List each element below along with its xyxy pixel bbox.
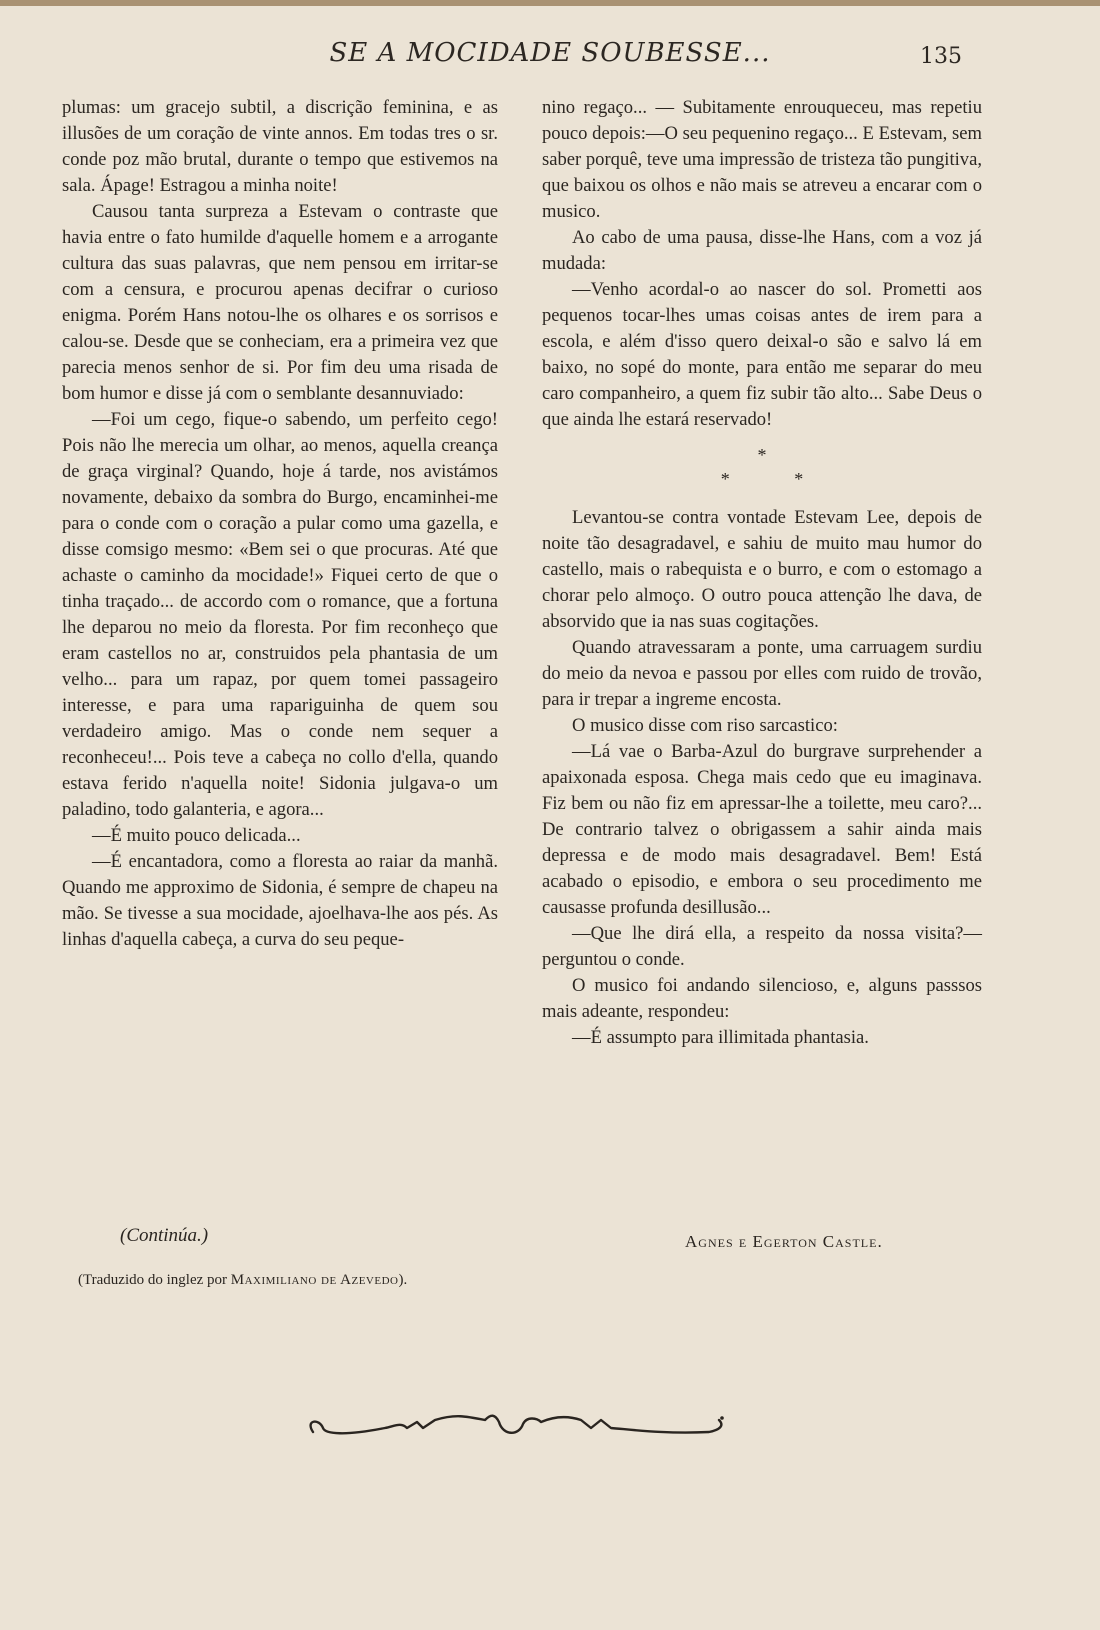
paragraph: —É assumpto para illimitada phantasia.: [572, 1027, 869, 1048]
page-edge: [0, 0, 1100, 6]
right-column-bottom: [542, 505, 982, 1051]
paragraph: O musico disse com riso sarcastico:: [572, 715, 838, 736]
page-number: 135: [920, 44, 962, 69]
paragraph: nino regaço... — Subitamente enrouqueceu, mas repetiu pouco depois:—O seu pequenino regaço... E Estevam, sem saber porquê, teve uma impressão de tristeza tão pungitiva, que baixou os olhos e não mais se atreveu a encarar com o musico.: [542, 97, 982, 222]
paragraph: —Lá vae o Barba-Azul do burgrave surprehender a apaixonada esposa. Chega mais cedo que eu imaginava. Fiz bem ou não fiz em apressar-lhe a toilette, meu caro?... De contrario talvez o obrigassem a sahir ainda mais depressa e de modo mais desagradavel. Bem! Está acabado o episodio, e embora o seu procedimento me causasse profunda desillusão...: [542, 741, 982, 918]
paragraph: —É encantadora, como a floresta ao raiar da manhã. Quando me approximo de Sidonia, é sempre de chapeu na mão. Se tivesse a sua mocidade, ajoelhava-lhe aos pés. As linhas d'aquella cabeça, a curva do seu peque-: [62, 851, 498, 950]
paragraph: Quando atravessaram a ponte, uma carruagem surdiu do meio da nevoa e passou por elles com ruido de trovão, para ir trepar a ingreme encosta.: [542, 637, 982, 710]
separator-star-top: *: [757, 445, 767, 465]
paragraph: Causou tanta surpreza a Estevam o contraste que havia entre o fato humilde d'aquelle homem e a arrogante cultura das suas palavras, que nem pensou em irritar-se com a censura, e procurou apenas decifrar o curioso enigma. Porém Hans notou-lhe os olhares e os sorrisos e calou-se. Desde que se conheciam, era a primeira vez que parecia menos senhor de si. Por fim deu uma risada de bom humor e disse já com o semblante desannuviado:: [62, 201, 498, 404]
paragraph: —Venho acordal-o ao nascer do sol. Prometti aos pequenos tocar-lhes umas coisas antes de irem para a escola, e além d'isso quero deixal-o são e salvo lá em baixo, no sopé do monte, para então me separar do meu caro companheiro, a quem fiz subir tão alto... Sabe Deus o que ainda lhe estará reservado!: [542, 279, 982, 430]
paragraph: plumas: um gracejo subtil, a discrição feminina, e as illusões de um coração de vinte annos. Em todas tres o sr. conde poz mão brutal, durante o tempo que estivemos na sala. Ápage! Estragou a minha noite!: [62, 97, 498, 196]
right-column-top: [542, 95, 982, 433]
paragraph: Levantou-se contra vontade Estevam Lee, depois de noite tão desagradavel, e sahiu de muito mau humor do castello, mais o rabequista e o burro, e com o estomago a chorar pelo almoço. O outro pouca attenção lhe dava, de absorvido que ia nas suas cogitações.: [542, 507, 982, 632]
paragraph: —Que lhe dirá ella, a respeito da nossa visita?—perguntou o conde.: [542, 923, 982, 970]
author-credit: Agnes e Egerton Castle.: [685, 1232, 883, 1251]
translator-prefix: (Traduzido do inglez por: [78, 1272, 231, 1288]
decorative-flourish-icon: [305, 1408, 735, 1448]
paragraph: O musico foi andando silencioso, e, alguns passsos mais adeante, respondeu:: [542, 975, 982, 1022]
translator-credit: [78, 1272, 407, 1289]
continua-note: (Continúa.): [120, 1225, 209, 1246]
paragraph: —É muito pouco delicada...: [92, 825, 301, 846]
left-column: [62, 95, 498, 953]
right-column: [542, 95, 982, 1051]
section-separator: [542, 443, 982, 491]
separator-stars-bottom: * *: [720, 469, 834, 489]
translator-name: Maximiliano de Azevedo: [230, 1272, 399, 1288]
paragraph: Ao cabo de uma pausa, disse-lhe Hans, com a voz já mudada:: [542, 227, 982, 274]
paragraph: —Foi um cego, fique-o sabendo, um perfeito cego! Pois não lhe merecia um olhar, ao menos, aquella creança de graça virginal? Quando, hoje á tarde, nos avistámos novamente, debaixo da sombra do Burgo, encaminhei-me para o conde com o coração a pular como uma gazella, e disse comsigo mesmo: «Bem sei o que procuras. Até que achaste o caminho da mocidade!» Fiquei certo de que o tinha traçado... de accordo com o romance, que a fortuna lhe deparou no meio da floresta. Por fim reconheço que eram castellos no ar, construidos pela phantasia de um velho... para um rapaz, por quem tomei passageiro interesse, e para uma rapariguinha de quem sou verdadeiro amigo. Mas o conde nem sequer a reconheceu!... Pois teve a cabeça no collo d'ella, quando estava ferido n'aquella noite! Sidonia julgava-o um paladino, todo galanteria, e agora...: [62, 409, 498, 820]
running-title: SE A MOCIDADE SOUBESSE...: [329, 38, 771, 68]
translator-suffix: ).: [398, 1272, 408, 1288]
